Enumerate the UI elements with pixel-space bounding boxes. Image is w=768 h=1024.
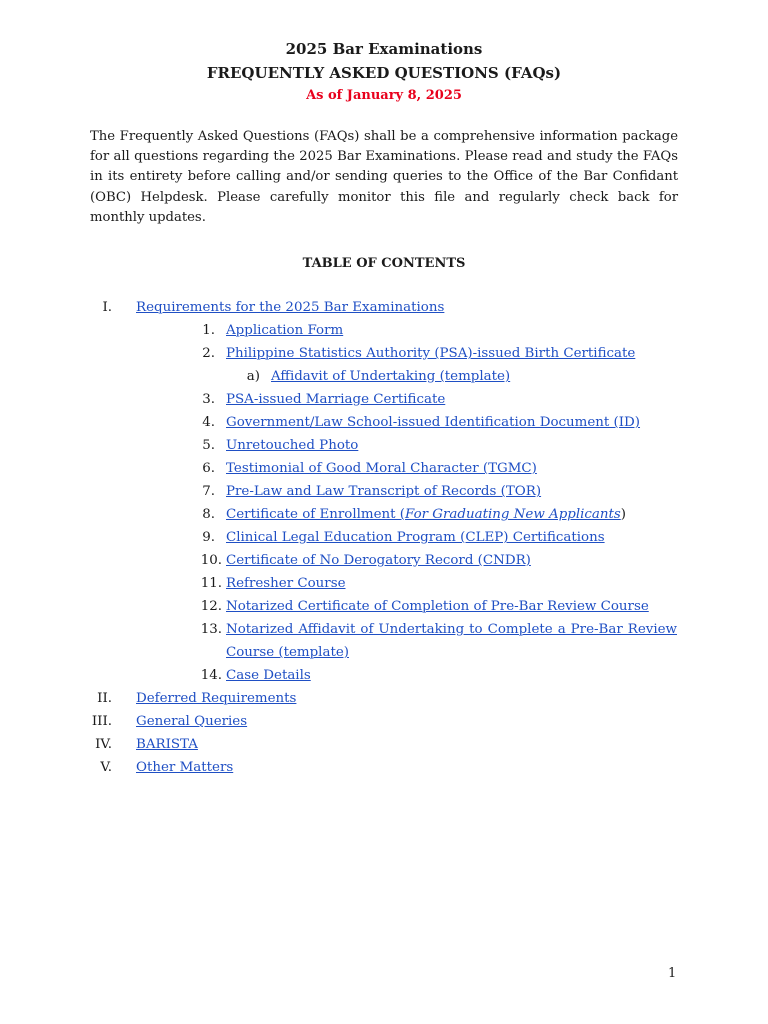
document-title: 2025 Bar Examinations bbox=[285, 40, 483, 58]
toc-section-number: I. bbox=[102, 300, 112, 315]
toc-item-link[interactable]: Application Form bbox=[226, 323, 344, 338]
document-date: As of January 8, 2025 bbox=[306, 88, 462, 103]
toc-item-number: 13. bbox=[200, 622, 222, 637]
toc-item-number: 2. bbox=[202, 346, 215, 361]
toc-section-number: IV. bbox=[95, 737, 112, 752]
toc-section-number: II. bbox=[97, 691, 112, 706]
toc-item-number: 8. bbox=[202, 507, 215, 522]
toc-item-number: 7. bbox=[202, 484, 215, 499]
toc-item-link-continued[interactable]: Course (template) bbox=[226, 645, 349, 660]
toc-item-link-wrapper bbox=[226, 505, 626, 525]
toc-item-number: 14. bbox=[200, 668, 222, 683]
toc-section-link[interactable]: Requirements for the 2025 Bar Examinations bbox=[136, 300, 445, 315]
toc-item-link[interactable]: Government/Law School-issued Identification Document (ID) bbox=[226, 415, 641, 430]
toc-item-number: 10. bbox=[200, 553, 222, 568]
toc-item-number: 5. bbox=[202, 438, 215, 453]
toc-item-number: 11. bbox=[200, 576, 222, 591]
toc-item-number: 6. bbox=[202, 461, 215, 476]
toc-subitem-link[interactable]: Affidavit of Undertaking (template) bbox=[271, 369, 511, 384]
toc-subitem-number: a) bbox=[246, 369, 260, 384]
toc-item-link[interactable]: Pre-Law and Law Transcript of Records (TOR) bbox=[226, 484, 542, 499]
page-number: 1 bbox=[668, 966, 677, 981]
toc-item-number: 9. bbox=[202, 530, 215, 545]
intro-paragraph: The Frequently Asked Questions (FAQs) shall be a comprehensive information package for all questions regarding the 2025 Bar Examinations. Please read and study the FAQs in its entirety before calling and/or sending queries to the Office of the Bar Confidant (OBC) Helpdesk. Please carefully monitor this file and regularly check back for monthly updates. bbox=[90, 129, 678, 225]
toc-item-number: 4. bbox=[202, 415, 215, 430]
toc-section-link[interactable]: Other Matters bbox=[136, 760, 234, 775]
toc-item-number: 12. bbox=[200, 599, 222, 614]
document-subtitle: FREQUENTLY ASKED QUESTIONS (FAQs) bbox=[206, 64, 562, 82]
toc-section-link[interactable]: General Queries bbox=[136, 714, 248, 729]
toc-item-link[interactable]: Notarized Certificate of Completion of Pre-Bar Review Course bbox=[226, 599, 649, 614]
toc-item-link[interactable]: PSA-issued Marriage Certificate bbox=[226, 392, 446, 407]
toc-item-link[interactable]: Certificate of Enrollment ( bbox=[226, 507, 406, 522]
toc-item-link[interactable]: Refresher Course bbox=[226, 576, 346, 591]
toc-item-link[interactable]: Clinical Legal Education Program (CLEP) Certifications bbox=[226, 530, 605, 545]
toc-item-link[interactable]: Testimonial of Good Moral Character (TGMC) bbox=[226, 461, 537, 476]
toc-section-link[interactable]: Deferred Requirements bbox=[136, 691, 297, 706]
toc-item-number: 3. bbox=[202, 392, 215, 407]
toc-section-number: V. bbox=[100, 760, 112, 775]
toc-item-link[interactable]: Philippine Statistics Authority (PSA)-issued Birth Certificate bbox=[226, 346, 636, 361]
toc-item-link[interactable]: Notarized Affidavit of Undertaking to Complete a Pre-Bar Review bbox=[226, 622, 677, 637]
toc-title: TABLE OF CONTENTS bbox=[302, 256, 466, 271]
toc-item-link-italic[interactable]: For Graduating New Applicants bbox=[405, 507, 621, 522]
toc-section-link[interactable]: BARISTA bbox=[136, 737, 198, 752]
toc-item-link-end: ) bbox=[620, 507, 627, 522]
toc-item-link[interactable]: Certificate of No Derogatory Record (CNDR) bbox=[226, 553, 531, 568]
toc-section-number: III. bbox=[91, 714, 112, 729]
toc-item-link[interactable]: Case Details bbox=[226, 668, 311, 683]
toc-item-link[interactable]: Unretouched Photo bbox=[226, 438, 359, 453]
toc-item-number: 1. bbox=[202, 323, 215, 338]
